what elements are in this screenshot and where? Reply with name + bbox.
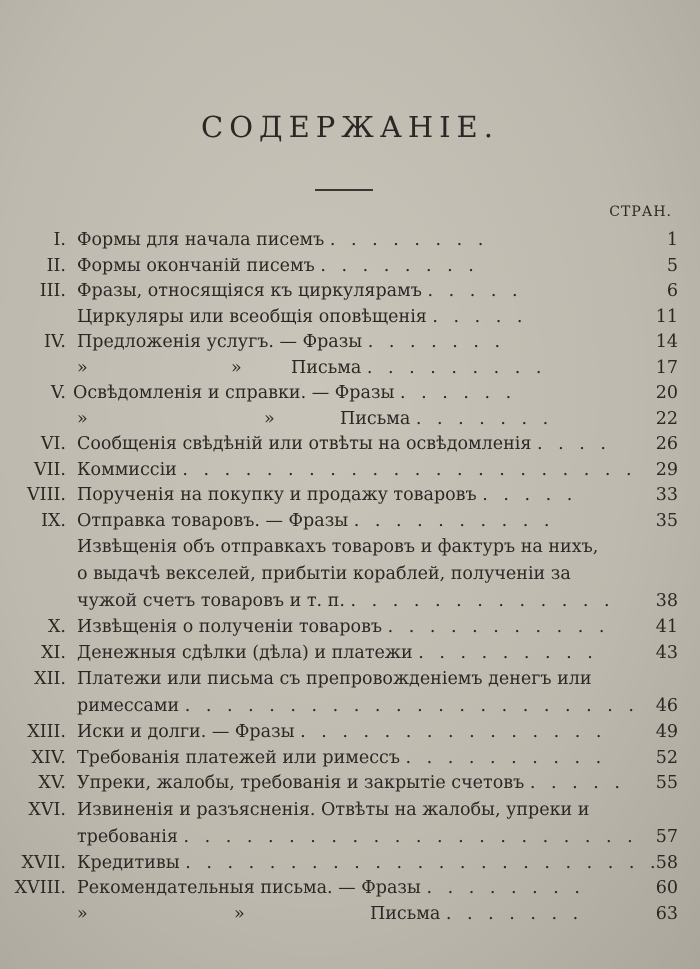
page-number: 20 <box>655 383 678 403</box>
page-column-header: СТРАН. <box>609 204 672 220</box>
page-number: 55 <box>655 773 678 793</box>
dot-leader: . . . . . . . . . . . . . . . . . . . . . . <box>183 826 638 847</box>
chapter-number: XV. <box>38 773 66 793</box>
dot-leader: . . . . . . . . . <box>366 357 547 378</box>
entry-title-text: Иски и долги. — Фразы <box>77 722 295 742</box>
dot-leader: . . . . . . <box>400 383 517 403</box>
entry-title-text: Коммиссіи <box>77 459 177 480</box>
toc-entry <box>0 254 700 280</box>
toc-entry <box>0 615 700 641</box>
toc-entry <box>0 797 700 824</box>
chapter-number: I. <box>53 230 66 250</box>
entry-title <box>77 666 592 693</box>
page-number: 41 <box>655 617 678 637</box>
page-number: 49 <box>655 722 678 742</box>
entry-title-text: Формы для начала писемъ <box>77 230 325 250</box>
entry-title <box>77 305 528 331</box>
chapter-number: XVII. <box>21 852 66 873</box>
page-number: 33 <box>655 485 678 505</box>
entry-title-text: Упреки, жалобы, требованія и закрытіе счетовъ <box>77 773 525 793</box>
entry-title-text: Кредитивы <box>77 852 180 873</box>
page-number: 26 <box>655 434 678 454</box>
toc-entry <box>0 483 700 509</box>
chapter-number: VI. <box>40 434 66 454</box>
entry-title <box>77 720 606 746</box>
entry-title <box>77 851 661 877</box>
toc-entry <box>0 720 700 746</box>
entry-title <box>77 588 615 615</box>
title-divider <box>315 189 373 191</box>
toc-entry <box>0 902 700 928</box>
entry-title-text: о выдачѣ векселей, прибытіи кораблей, полученіи за <box>77 564 571 584</box>
dot-leader: . . . . . . . . . . . . . . . . . . . . . . . <box>185 852 661 873</box>
table-of-contents <box>0 228 700 927</box>
ditto-mark: » <box>231 357 242 378</box>
toc-entry <box>0 588 700 615</box>
dot-leader: . . . . . . . . <box>329 230 489 250</box>
entry-title <box>77 771 625 797</box>
dot-leader: . . . . . . . . . <box>418 642 598 663</box>
dot-leader: . . . . . <box>529 773 625 793</box>
ditto-mark: » <box>77 903 88 924</box>
entry-title <box>77 483 577 509</box>
toc-entry <box>0 407 700 433</box>
entry-title <box>340 407 553 433</box>
entry-title <box>77 254 479 280</box>
toc-entry <box>0 534 700 561</box>
chapter-number: IV. <box>43 332 66 352</box>
dot-leader: . . . . . . . . <box>426 878 585 898</box>
toc-entry <box>0 330 700 356</box>
entry-title-text: требованія <box>77 826 178 847</box>
toc-entry <box>0 746 700 772</box>
entry-title <box>77 432 611 458</box>
entry-title-text: Платежи или письма съ препровожденіемъ денегъ или <box>77 669 592 689</box>
entry-title-text: Отправка товаровъ. — Фразы <box>77 510 349 531</box>
page-number: 29 <box>655 459 678 480</box>
dot-leader: . . . . . <box>427 281 523 301</box>
entry-title-text: Порученія на покупку и продажу товаровъ <box>77 485 477 505</box>
entry-title <box>77 824 638 851</box>
dot-leader: . . . . . . . . . . . . . <box>350 591 615 611</box>
entry-title-text: Требованія платежей или римессъ <box>77 747 400 768</box>
chapter-number: IX. <box>41 510 66 531</box>
page-number: 1 <box>666 230 678 250</box>
entry-title-text: римессами <box>77 696 180 716</box>
page-number: 58 <box>655 852 678 873</box>
entry-title <box>77 693 639 720</box>
toc-entry <box>0 279 700 305</box>
toc-entry <box>0 381 700 407</box>
dot-leader: . . . . . . . <box>367 332 506 352</box>
page-number: 35 <box>655 510 678 531</box>
toc-entry <box>0 432 700 458</box>
ditto-mark: » <box>234 903 245 924</box>
chapter-number: XII. <box>34 669 66 689</box>
entry-title <box>77 797 589 824</box>
chapter-number: XI. <box>41 642 66 663</box>
dot-leader: . . . . . . . . . . <box>405 747 607 768</box>
chapter-number: XIV. <box>31 747 66 768</box>
entry-title-text: Письма <box>291 357 362 378</box>
entry-title <box>77 746 606 772</box>
dot-leader: . . . . . . . . . . . <box>387 617 610 637</box>
entry-title <box>291 356 546 382</box>
toc-entry <box>0 228 700 254</box>
dot-leader: . . . . . . . . . . . . . . . <box>300 722 607 742</box>
page-number: 11 <box>655 306 678 327</box>
entry-title <box>77 534 598 561</box>
chapter-number: II. <box>46 255 66 276</box>
toc-entry <box>0 509 700 535</box>
page-title: СОДЕРЖАНІЕ. <box>201 110 499 144</box>
entry-title <box>77 876 585 902</box>
entry-title-text: Извѣщенія объ отправкахъ товаровъ и фактуръ на нихъ, <box>77 537 599 557</box>
dot-leader: . . . . . <box>432 306 528 327</box>
dot-leader: . . . . . <box>482 485 578 505</box>
dot-leader: . . . . <box>537 434 611 454</box>
toc-entry <box>0 666 700 693</box>
page-number: 52 <box>655 747 678 768</box>
entry-title <box>77 279 523 305</box>
toc-entry <box>0 356 700 382</box>
chapter-number: VII. <box>33 459 66 480</box>
entry-title-text: Письма <box>340 408 411 429</box>
chapter-number: XVI. <box>28 799 66 820</box>
dot-leader: . . . . . . . <box>445 903 584 924</box>
entry-title-text: Сообщенія свѣдѣній или отвѣты на освѣдомленія <box>77 434 532 454</box>
dot-leader: . . . . . . . . . . . . . . . . . . . . . . <box>184 696 639 716</box>
page-number: 6 <box>666 281 678 301</box>
dot-leader: . . . . . . . . . . <box>353 510 555 531</box>
page-number: 22 <box>655 408 678 429</box>
dot-leader: . . . . . . . . . . . . . . . . . . . . . . <box>182 459 637 480</box>
entry-title-text: Письма <box>370 903 441 924</box>
entry-title <box>73 381 516 407</box>
page-number: 63 <box>655 903 678 924</box>
entry-title-text: Освѣдомленія и справки. — Фразы <box>73 383 395 403</box>
page-number: 14 <box>655 332 678 352</box>
entry-title <box>77 561 571 588</box>
entry-title-text: Циркуляры или всеобщія оповѣщенія <box>77 306 427 327</box>
chapter-number: III. <box>39 281 66 301</box>
page-number: 60 <box>655 878 678 898</box>
toc-entry <box>0 824 700 851</box>
chapter-number: V. <box>50 383 66 403</box>
entry-title-text: Денежныя сдѣлки (дѣла) и платежи <box>77 642 413 663</box>
chapter-number: XVIII. <box>14 878 66 898</box>
page-number: 38 <box>655 591 678 611</box>
toc-entry <box>0 851 700 877</box>
entry-title <box>77 228 488 254</box>
entry-title <box>77 615 609 641</box>
entry-title <box>370 902 583 928</box>
dot-leader: . . . . . . . . <box>320 255 479 276</box>
entry-title-text: чужой счетъ товаровъ и т. п. <box>77 591 345 611</box>
entry-title-text: Предложенія услугъ. — Фразы <box>77 332 363 352</box>
entry-title-text: Фразы, относящіяся къ циркулярамъ <box>77 281 422 301</box>
toc-entry <box>0 876 700 902</box>
toc-entry <box>0 561 700 588</box>
entry-title-text: Формы окончаній писемъ <box>77 255 315 276</box>
page-number: 57 <box>655 826 678 847</box>
page-number: 17 <box>655 357 678 378</box>
entry-title <box>77 458 637 484</box>
dot-leader: . . . . . . . <box>415 408 554 429</box>
toc-entry <box>0 305 700 331</box>
page-number: 5 <box>666 255 678 276</box>
entry-title-text: Извѣщенія о полученіи товаровъ <box>77 617 383 637</box>
chapter-number: VIII. <box>27 485 66 505</box>
entry-title-text: Рекомендательныя письма. — Фразы <box>77 878 421 898</box>
ditto-mark: » <box>77 357 88 378</box>
entry-title <box>77 509 554 535</box>
toc-entry <box>0 641 700 667</box>
ditto-mark: » <box>264 408 275 429</box>
toc-entry <box>0 771 700 797</box>
entry-title <box>77 330 505 356</box>
entry-title-text: Извиненія и разъясненія. Отвѣты на жалобы, упреки и <box>77 799 590 820</box>
toc-entry <box>0 693 700 720</box>
page-number: 46 <box>655 696 678 716</box>
toc-entry <box>0 458 700 484</box>
chapter-number: XIII. <box>27 722 66 742</box>
entry-title <box>77 641 598 667</box>
page-number: 43 <box>655 642 678 663</box>
ditto-mark: » <box>77 408 88 429</box>
chapter-number: X. <box>47 617 66 637</box>
